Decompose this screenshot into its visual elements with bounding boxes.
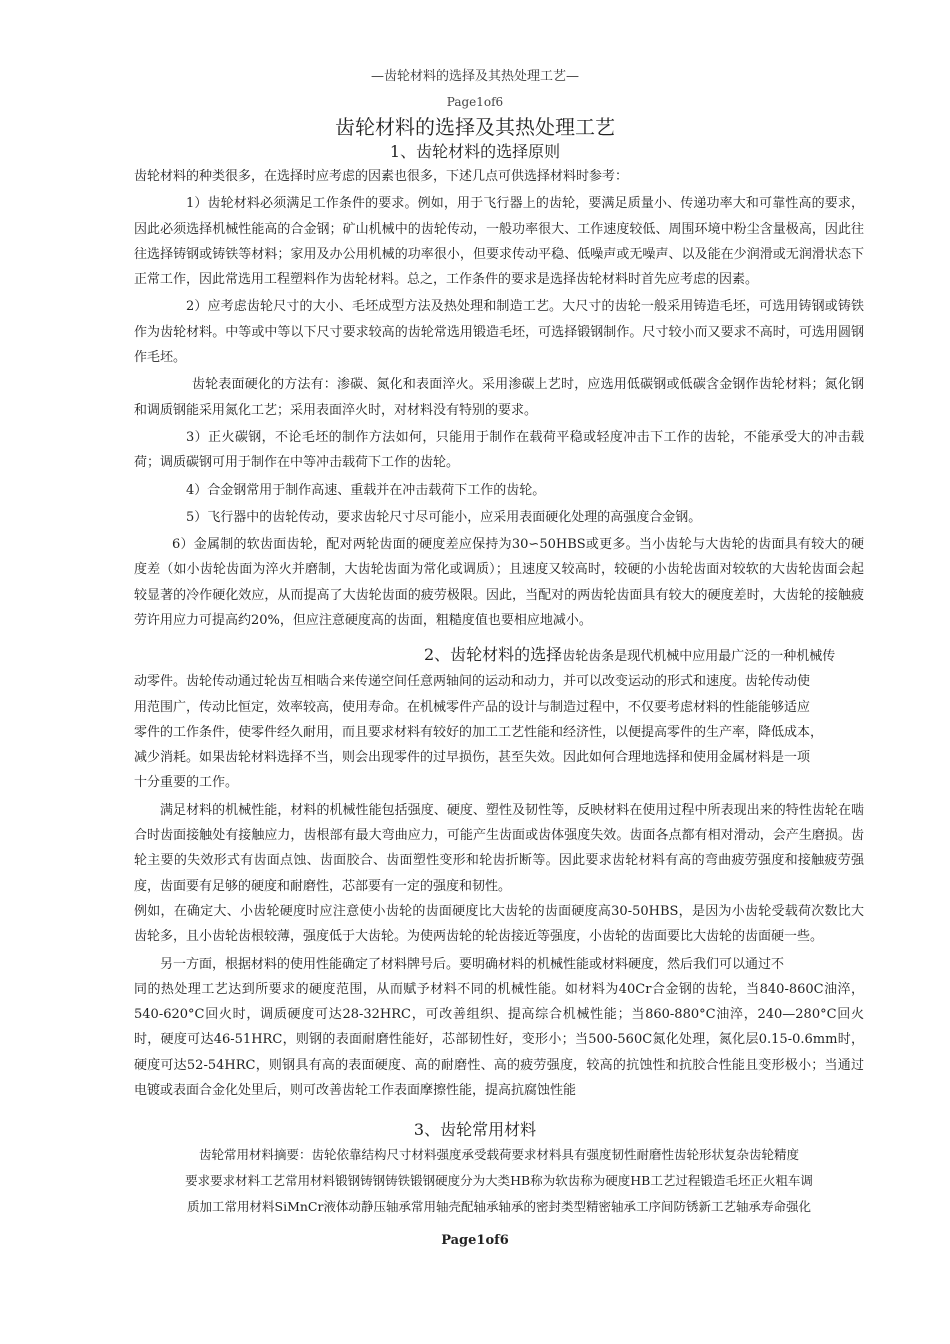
section-3-summary-line-1: 齿轮常用材料摘要：齿轮依靠结构尺寸材料强度承受载荷要求材料具有强度韧性耐磨性齿轮形状复杂齿轮精度 <box>198 1147 799 1162</box>
section-2-body <box>134 642 864 1103</box>
section-2-other-aspect <box>134 952 864 1104</box>
section-1-body <box>134 164 864 633</box>
section-2-intro <box>134 642 864 796</box>
section-2-mechanical-properties: 满足材料的机械性能，材料的机械性能包括强度、硬度、塑性及韧性等，反映材料在使用过程中所表现出来的特性齿轮在啮合时齿面接触处有接触应力，齿根部有最大弯曲应力，可能产生齿面或齿体强度失效。齿面各点都有相对滑动，会产生磨损。齿轮主要的失效形式有齿面点蚀、齿面胶合、齿面塑性变形和轮齿折断等。因此要求齿轮材料有高的弯曲疲劳强度和接触疲劳强度，齿面要有足够的硬度和耐磨性，芯部要有一定的强度和韧性。 <box>134 802 864 894</box>
footer-page-number: Page1of6 <box>441 1233 509 1248</box>
section-2-line-2: 动零件。齿轮传动通过轮齿互相啮合来传递空间任意两轴间的运动和动力，并可以改变运动的形式和速度。齿轮传动使 <box>134 674 811 690</box>
section-1-paragraph-2: 2）应考虑齿轮尺寸的大小、毛坯成型方法及热处理和制造工艺。大尺寸的齿轮一般采用铸造毛坯，可选用铸钢或铸铁作为齿轮材料。中等或中等以下尺寸要求较高的齿轮常选用锻造毛坯，可选择锻钢制作。尺寸较小而又要求不高时，可选用圆钢作毛坯。 <box>134 299 864 366</box>
section-3-summary <box>134 1142 864 1220</box>
section-1-paragraph-6: 5）飞行器中的齿轮传动，要求齿轮尺寸尽可能小，应采用表面硬化处理的高强度合金钢。 <box>186 509 702 525</box>
section-2-line-3: 用范围广，传动比恒定，效率较高，使用寿命。在机械零件产品的设计与制造过程中，不仅要考虑材料的性能能够适应 <box>134 699 811 715</box>
section-3-summary-line-2: 要求要求材料工艺常用材料锻钢铸钢铸铁锻钢硬度分为大类HB称为软齿称为硬度HB工艺过程锻造毛坯正火粗车调 <box>185 1173 813 1188</box>
section-2-line-6: 十分重要的工作。 <box>134 775 239 791</box>
document-title: 齿轮材料的选择及其热处理工艺 <box>335 115 615 139</box>
section-1-paragraph-5: 4）合金钢常用于制作高速、重载并在冲击载荷下工作的齿轮。 <box>186 482 546 498</box>
section-2-line-1: 齿轮齿条是现代机械中应用最广泛的一种机械传 <box>562 649 836 664</box>
section-2-line-5: 减少消耗。如果齿轮材料选择不当，则会出现零件的过早损伤，甚至失效。因此如何合理地选择和使用金属材料是一项 <box>134 750 811 766</box>
section-2-line-4: 零件的工作条件，使零件经久耐用，而且要求材料有较好的加工工艺性能和经济性，以便提高零件的生产率，降低成本， <box>134 724 824 740</box>
section-2-other-lead: 另一方面，根据材料的使用性能确定了材料牌号后。要明确材料的机械性能或材料硬度，然后我们可以通过不 <box>160 956 785 972</box>
section-2-other-rest: 同的热处理工艺达到所要求的硬度范围，从而赋予材料不同的机械性能。如材料为40Cr合金钢的齿轮，当840-860C油淬，540-620°C回火时，调质硬度可达28-32HRC，可改善组织、提高综合机械性能；当860-880°C油淬，240—280°C回火时，硬度可达46-51HRC，则钢的表面耐磨性能好，芯部韧性好，变形小；当500-560C氮化处理，氮化层0.15-0.6mm时，硬度可达52-54HRC，则钢具有高的表面硬度、高的耐磨性、高的疲劳强度，较高的抗蚀性和抗胶合性能且变形极小；当通过电镀或表面合金化处里后，则可改善齿轮工作表面摩擦性能，提高抗腐蚀性能 <box>134 981 864 1099</box>
section-3-summary-line-3: 质加工常用材料SiMnCr液体动静压轴承常用轴壳配轴承轴承的密封类型精密轴承工序间防锈新工艺轴承寿命强化 <box>187 1199 811 1214</box>
section-2-heading: 2、齿轮材料的选择 <box>424 645 563 664</box>
section-2-first-line <box>134 642 864 669</box>
section-1-intro: 齿轮材料的种类很多，在选择时应考虑的因素也很多，下述几点可供选择材料时参考： <box>134 169 629 184</box>
section-2-example: 例如，在确定大、小齿轮硬度时应注意使小齿轮的齿面硬度比大齿轮的齿面硬度高30-50HBS，是因为小齿轮受载荷次数比大齿轮多，且小齿轮齿根较薄，强度低于大齿轮。为使两齿轮的轮齿接近等强度，小齿轮的齿面要比大齿轮的齿面硬一些。 <box>134 903 864 945</box>
section-1-paragraph-7: 6）金属制的软齿面齿轮，配对两轮齿面的硬度差应保持为30∽50HBS或更多。当小齿轮与大齿轮的齿面具有较大的硬度差（如小齿轮齿面为淬火并磨制，大齿轮齿面为常化或调质）；且速度又较高时，较硬的小齿轮齿面对较软的大齿轮齿面会起较显著的冷作硬化效应，从而提高了大齿轮齿面的疲劳极限。因此，当配对的两齿轮齿面具有较大的硬度差时，大齿轮的接触疲劳许用应力可提高约20%，但应注意硬度高的齿面，粗糙度值也要相应地减小。 <box>134 537 864 629</box>
running-header-page-number: Page1of6 <box>446 95 504 109</box>
section-3-heading: 3、齿轮常用材料 <box>413 1120 537 1139</box>
section-1-heading: 1、齿轮材料的选择原则 <box>389 142 561 161</box>
running-header-title: —齿轮材料的选择及其热处理工艺— <box>370 69 579 84</box>
section-1-paragraph-1: 1）齿轮材料必须满足工作条件的要求。例如，用于飞行器上的齿轮，要满足质量小、传递功率大和可靠性高的要求，因此必须选择机械性能高的合金钢；矿山机械中的齿轮传动，一般功率很大、工作速度较低、周围环境中粉尘含量极高，因此往往选择铸钢或铸铁等材料；家用及办公用机械的功率很小，但要求传动平稳、低噪声或无噪声、以及能在少润滑或无润滑状态下正常工作，因此常选用工程塑料作为齿轮材料。总之，工作条件的要求是选择齿轮材料时首先应考虑的因素。 <box>134 196 864 288</box>
section-1-paragraph-4: 3）正火碳钢，不论毛坯的制作方法如何，只能用于制作在载荷平稳或轻度冲击下工作的齿轮，不能承受大的冲击载荷；调质碳钢可用于制作在中等冲击载荷下工作的齿轮。 <box>134 429 864 471</box>
section-1-paragraph-3: 齿轮表面硬化的方法有：渗碳、氮化和表面淬火。采用渗碳上艺时，应选用低碳钢或低碳含金钢作齿轮材料；氮化钢和调质钢能采用氮化工艺；采用表面淬火时，对材料没有特别的要求。 <box>134 377 864 418</box>
